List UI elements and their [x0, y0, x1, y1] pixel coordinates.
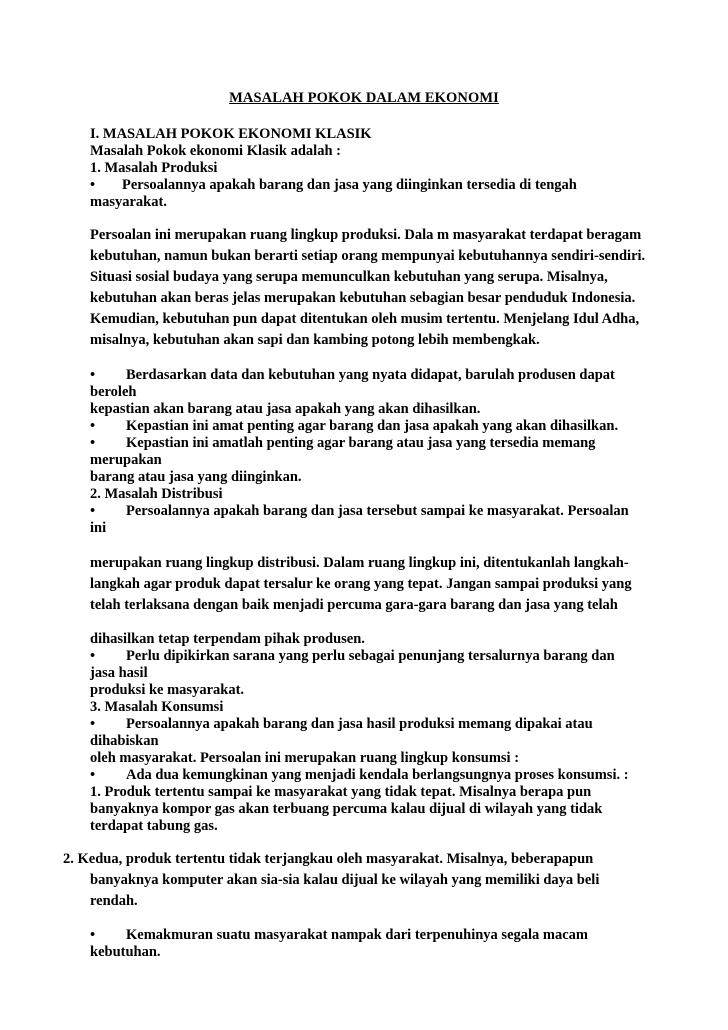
bullet-marker: •	[90, 648, 96, 664]
paragraph-line: Situasi sosial budaya yang serupa memunculkan kebutuhan yang serupa. Misalnya,	[90, 269, 608, 285]
paragraph-line: Masalah Pokok ekonomi Klasik adalah :	[90, 143, 341, 159]
bullet-marker: •	[90, 367, 96, 383]
paragraph-line: banyaknya komputer akan sia-sia kalau dijual ke wilayah yang memiliki daya beli	[90, 872, 600, 888]
paragraph-line: 1. Produk tertentu sampai ke masyarakat yang tidak tepat. Misalnya berapa pun	[90, 784, 592, 800]
bullet-marker: •	[90, 435, 96, 451]
paragraph-line: masyarakat.	[90, 194, 167, 210]
bullet-marker: •	[90, 716, 96, 732]
bullet-marker: •	[90, 177, 96, 193]
paragraph-line: barang atau jasa yang diinginkan.	[90, 469, 302, 485]
paragraph-line: produksi ke masyarakat.	[90, 682, 245, 698]
bullet-marker: •	[90, 767, 96, 783]
bullet-text: Perlu dipikirkan sarana yang perlu sebagai penunjang tersalurnya barang dan	[126, 648, 615, 664]
paragraph-line: langkah agar produk dapat tersalur ke orang yang tepat. Jangan sampai produksi yang	[90, 576, 632, 592]
bullet-text: Berdasarkan data dan kebutuhan yang nyata didapat, barulah produsen dapat	[126, 367, 615, 383]
paragraph-line: kebutuhan, namun bukan berarti setiap orang mempunyai kebutuhannya sendiri-sendiri.	[90, 248, 646, 264]
paragraph-line: terdapat tabung gas.	[90, 818, 218, 834]
bullet-item	[90, 176, 577, 194]
paragraph-line: ini	[90, 520, 107, 536]
paragraph-line: misalnya, kebutuhan akan sapi dan kambing potong lebih membengkak.	[90, 332, 540, 348]
bullet-marker: •	[90, 927, 96, 943]
paragraph-line: dihabiskan	[90, 733, 159, 749]
subsection-heading: 3. Masalah Konsumsi	[90, 699, 224, 715]
paragraph-line: Persoalan ini merupakan ruang lingkup produksi. Dala m masyarakat terdapat beragam	[90, 227, 642, 243]
paragraph-line: telah terlaksana dengan baik menjadi percuma gara-gara barang dan jasa yang telah	[90, 597, 618, 613]
numbered-item: 2. Kedua, produk tertentu tidak terjangkau oleh masyarakat. Misalnya, beberapapun	[63, 851, 594, 867]
paragraph-line: merupakan ruang lingkup distribusi. Dalam ruang lingkup ini, ditentukanlah langkah-	[90, 555, 629, 571]
document-title: MASALAH POKOK DALAM EKONOMI	[229, 90, 499, 106]
paragraph-line: dihasilkan tetap terpendam pihak produsen.	[90, 631, 365, 647]
paragraph-line: kepastian akan barang atau jasa apakah yang akan dihasilkan.	[90, 401, 481, 417]
bullet-item	[90, 766, 629, 784]
subsection-heading: 2. Masalah Distribusi	[90, 486, 223, 502]
paragraph-line: jasa hasil	[90, 665, 148, 681]
bullet-text: Kepastian ini amatlah penting agar barang atau jasa yang tersedia memang	[126, 435, 596, 451]
bullet-item	[90, 502, 629, 520]
paragraph-line: beroleh	[90, 384, 137, 400]
bullet-item	[90, 366, 615, 384]
paragraph-line: oleh masyarakat. Persoalan ini merupakan ruang lingkup konsumsi :	[90, 750, 520, 766]
bullet-marker: •	[90, 503, 96, 519]
paragraph-line: Kemudian, kebutuhan pun dapat ditentukan oleh musim tertentu. Menjelang Idul Adha,	[90, 311, 640, 327]
bullet-item	[90, 926, 588, 944]
paragraph-line: kebutuhan.	[90, 944, 161, 960]
bullet-text: Kepastian ini amat penting agar barang dan jasa apakah yang akan dihasilkan.	[126, 418, 619, 434]
bullet-text: Persoalannya apakah barang dan jasa yang diinginkan tersedia di tengah	[122, 177, 577, 193]
bullet-text: Persoalannya apakah barang dan jasa hasil produksi memang dipakai atau	[126, 716, 593, 732]
paragraph-line: kebutuhan akan beras jelas merupakan kebutuhan sebagian besar penduduk Indonesia.	[90, 290, 636, 306]
bullet-item	[90, 417, 618, 435]
bullet-text: Persoalannya apakah barang dan jasa tersebut sampai ke masyarakat. Persoalan	[126, 503, 629, 519]
bullet-item	[90, 434, 595, 452]
bullet-marker: •	[90, 418, 96, 434]
paragraph-line: rendah.	[90, 893, 138, 909]
bullet-text: Kemakmuran suatu masyarakat nampak dari terpenuhinya segala macam	[126, 927, 589, 943]
section-heading: I. MASALAH POKOK EKONOMI KLASIK	[90, 126, 372, 142]
paragraph-line: merupakan	[90, 452, 162, 468]
bullet-item	[90, 647, 615, 665]
subsection-heading: 1. Masalah Produksi	[90, 160, 218, 176]
bullet-text: Ada dua kemungkinan yang menjadi kendala berlangsungnya proses konsumsi. :	[126, 767, 629, 783]
paragraph-line: banyaknya kompor gas akan terbuang percuma kalau dijual di wilayah yang tidak	[90, 801, 603, 817]
bullet-item	[90, 715, 593, 733]
